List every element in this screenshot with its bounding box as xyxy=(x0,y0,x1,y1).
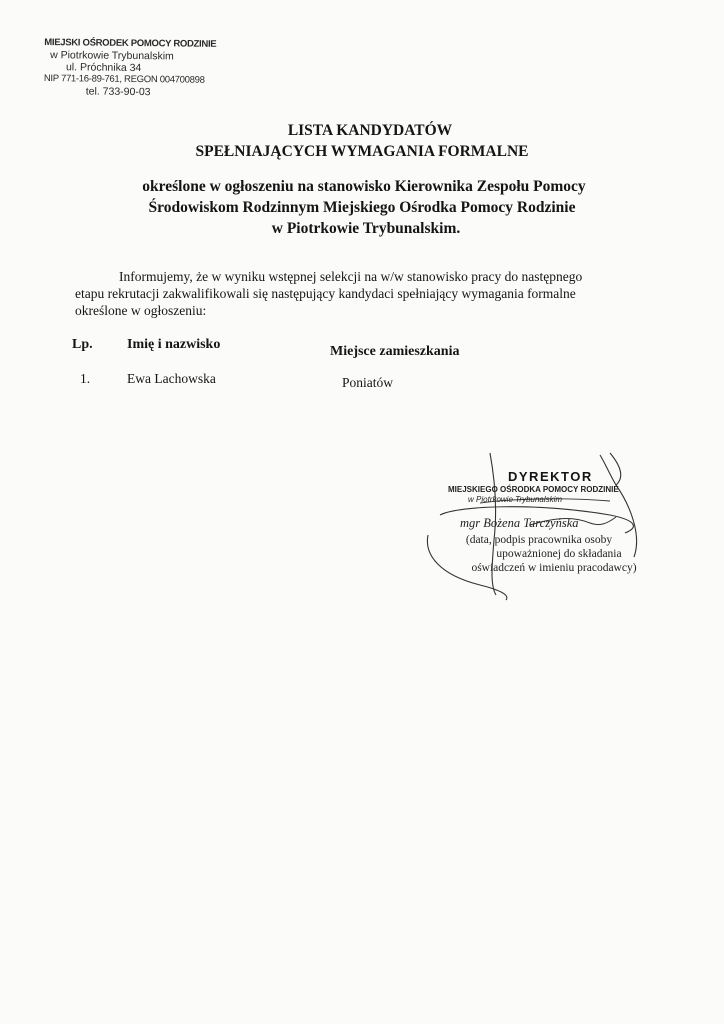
stamp-line-street: ul. Próchnika 34 xyxy=(65,61,142,75)
intro-line2: etapu rekrutacji zakwalifikowali się następujący kandydaci spełniający wymagania formalne xyxy=(75,286,576,301)
signature-note-line1: (data, podpis pracownika osoby xyxy=(465,534,613,546)
row-lp: 1. xyxy=(80,371,91,386)
document-title-line1: LISTA KANDYDATÓW xyxy=(287,122,453,139)
header-name: Imię i nazwisko xyxy=(127,337,221,352)
institution-stamp xyxy=(44,37,225,99)
stamp-line-phone: tel. 733-90-03 xyxy=(85,85,151,99)
header-city: Miejsce zamieszkania xyxy=(330,344,460,359)
director-title: DYREKTOR xyxy=(508,469,593,484)
row-city: Poniatów xyxy=(342,375,394,390)
director-name: mgr Bożena Tarczyńska xyxy=(460,516,579,530)
stamp-line-institution: MIEJSKI OŚRODEK POMOCY RODZINIE xyxy=(44,37,217,50)
intro-line3: określone w ogłoszeniu: xyxy=(75,303,207,318)
document-subtitle xyxy=(0,176,724,239)
director-org-line2: w Piotrkowie Trybunalskim xyxy=(468,495,563,504)
row-name: Ewa Lachowska xyxy=(127,371,216,386)
director-signature-stamp xyxy=(420,445,660,605)
subtitle-line2: Środowiskom Rodzinnym Miejskiego Ośrodka Pomocy Rodzinie xyxy=(148,199,576,216)
signature-note-line3: oświadczeń w imieniu pracodawcy) xyxy=(471,562,637,574)
header-lp: Lp. xyxy=(72,337,93,352)
stamp-line-nip-regon: NIP 771-16-89-761, REGON 004700898 xyxy=(43,73,205,86)
stamp-line-city: w Piotrkowie Trybunalskim xyxy=(50,49,174,63)
intro-line1: Informujemy, że w wyniku wstępnej selekcji na w/w stanowisko pracy do następnego xyxy=(119,269,583,284)
director-organization xyxy=(448,485,658,505)
subtitle-line3: w Piotrkowie Trybunalskim. xyxy=(271,220,461,237)
signature-note xyxy=(434,533,644,575)
document-title-line2: SPEŁNIAJĄCYCH WYMAGANIA FORMALNE xyxy=(195,143,529,160)
director-org-line1: MIEJSKIEGO OŚRODKA POMOCY RODZINIE xyxy=(448,485,619,494)
subtitle-line1: określone w ogłoszeniu na stanowisko Kierownika Zespołu Pomocy xyxy=(142,178,586,195)
intro-paragraph xyxy=(75,268,640,319)
signature-note-line2: upoważnionej do składania xyxy=(496,548,622,560)
